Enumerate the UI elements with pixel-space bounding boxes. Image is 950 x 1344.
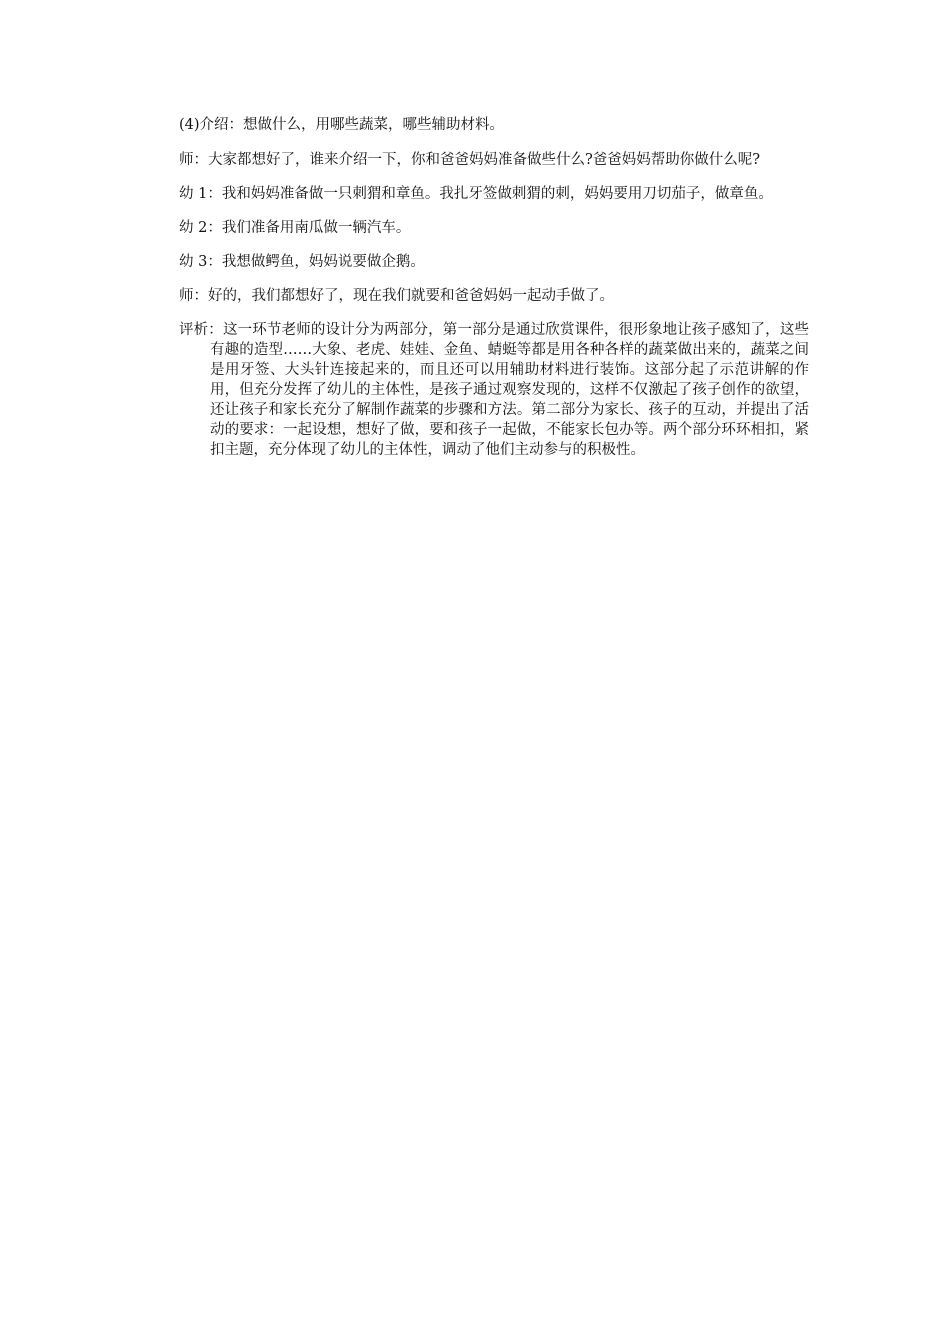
section-heading-introduce: (4)介绍：想做什么，用哪些蔬菜，哪些辅助材料。 — [179, 117, 505, 133]
document-body — [179, 115, 809, 474]
commentary-paragraph: 评析：这一环节老师的设计分为两部分，第一部分是通过欣赏课件，很形象地让孩子感知了，这些有趣的造型……大象、老虎、娃娃、金鱼、蜻蜓等都是用各种各样的蔬菜做出来的，蔬菜之间是用牙签、大头针连接起来的，而且还可以用辅助材料进行装饰。这部分起了示范讲解的作用，但充分发挥了幼儿的主体性，是孩子通过观察发现的，这样不仅激起了孩子创作的欲望，还让孩子和家长充分了解制作蔬菜的步骤和方法。第二部分为家长、孩子的互动，并提出了活动的要求：一起设想，想好了做，要和孩子一起做，不能家长包办等。两个部分环环相扣，紧扣主题，充分体现了幼儿的主体性，调动了他们主动参与的积极性。 — [179, 322, 809, 458]
dialogue-teacher-conclusion: 师：好的，我们都想好了，现在我们就要和爸爸妈妈一起动手做了。 — [179, 288, 614, 304]
dialogue-child-3: 幼 3：我想做鳄鱼，妈妈说要做企鹅。 — [179, 254, 425, 270]
dialogue-child-2: 幼 2：我们准备用南瓜做一辆汽车。 — [179, 220, 411, 236]
dialogue-child-1: 幼 1：我和妈妈准备做一只刺猬和章鱼。我扎牙签做刺猬的刺，妈妈要用刀切茄子，做章鱼。 — [179, 186, 773, 202]
dialogue-teacher-question: 师：大家都想好了，谁来介绍一下，你和爸爸妈妈准备做些什么?爸爸妈妈帮助你做什么呢? — [179, 152, 761, 168]
